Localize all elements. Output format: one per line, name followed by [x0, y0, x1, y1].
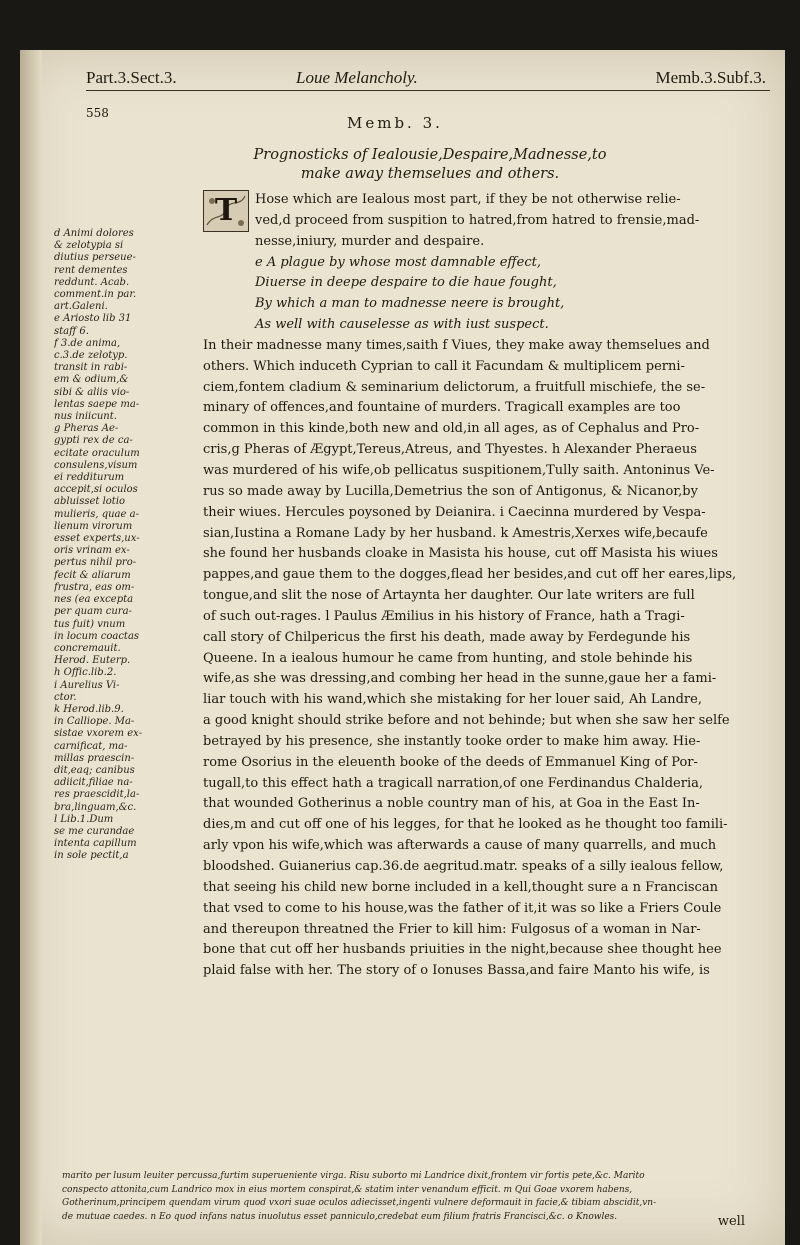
header-divider [86, 90, 770, 91]
margin-note-line: oris vrinam ex- [54, 545, 130, 557]
body-line: In their madnesse many times,saith f Viues, they make away themselues and [203, 337, 710, 353]
drop-cap-letter: T [214, 193, 238, 228]
catchword: well [717, 1214, 745, 1229]
book-page [20, 50, 785, 1245]
footnote-line: de mutuae caedes. n Eo quod infans natus inuolutus esset panniculo,credebat eum filium fratris Francisci,&c. o Knowles. [62, 1211, 618, 1222]
footnote-line: marito per lusum leuiter percussa,furtim superueniente virga. Risu subortо mi Landrice dixit,frontem vir fortis pete,&c. Marito [62, 1171, 645, 1181]
header-title: Loue Melancholy. [296, 68, 418, 87]
margin-note-line: ctor. [54, 691, 77, 703]
margin-note-line: frustra, eas om- [54, 581, 135, 593]
margin-note-line: c.3.de zelotyp. [54, 350, 128, 362]
body-line: minary of offences,and fountaine of murders. Tragicall examples are too [203, 400, 681, 416]
margin-note-line: em & odium,& [54, 374, 129, 386]
margin-note-line: esset experts,ux- [54, 533, 140, 545]
body-line: plaid false with her. The story of o Ionuses Bassa,and faire Manto his wife, is [203, 963, 710, 979]
footnotes [62, 1170, 762, 1224]
margin-note-line: concremauit. [54, 642, 121, 654]
margin-note-line: in Calliope. Ma- [54, 716, 135, 728]
margin-note-line: accepit,si oculos [54, 484, 138, 496]
body-line: Queene. In a iealous humour he came from hunting, and stole behinde his [203, 650, 693, 666]
margin-note-line: in sole pectit,a [54, 850, 129, 862]
body-line: liar touch with his wand,which she mistaking for her louer said, Ah Landre, [203, 692, 702, 708]
margin-note-line: nus iniicunt. [54, 411, 117, 423]
body-line: tongue,and slit the nose of Artaynta her daughter. Our late writers are full [203, 588, 695, 604]
margin-note-line: e Ariosto lib 31 [54, 313, 132, 325]
margin-note-line: l Lib.1.Dum [54, 813, 114, 825]
section-title [170, 146, 690, 184]
margin-note-line: art.Galeni. [54, 301, 108, 313]
margin-notes [54, 228, 180, 863]
margin-note-line: in locum coactas [54, 630, 140, 642]
page-gutter [20, 50, 42, 1245]
margin-note-line: abluisset lotio [54, 496, 126, 508]
verse-line: As well with causelesse as with iust suspect. [255, 317, 549, 333]
body-line: nesse,iniury, murder and despaire. [255, 233, 485, 249]
margin-note-line: gypti rex de ca- [54, 435, 133, 447]
margin-note-line: pertus nihil pro- [54, 557, 137, 569]
body-line: that wounded Gotherinus a noble country man of his, at Goa in the East In- [203, 796, 700, 812]
verse-line: Diuerse in deepe despaire to die haue fought, [255, 275, 557, 291]
margin-note-line: nes (ea excepta [54, 594, 134, 606]
margin-note-line: f 3.de anima, [54, 337, 121, 349]
margin-note-line: dit,eaq; canibus [54, 764, 135, 776]
margin-note-line: diutius perseue- [54, 252, 136, 264]
body-line: bloodshed. Guianerius cap.36.de aegritud.matr. speaks of a silly iealous fellow, [203, 859, 724, 874]
body-line: sian,Iustina a Romane Lady by her husband. k Amestris,Xerxes wife,becaufe [203, 525, 708, 541]
margin-note-line: intenta capillum [54, 838, 137, 850]
margin-note-line: ecitate oraculum [54, 447, 140, 459]
footnote-line: Gotherinum,principem quendam virum quod vxori suae oculos adiecisset,ingenti vulnere deformauit in facie,& tibiam abscidit,vn- [62, 1198, 657, 1208]
body-line: tugall,to this effect hath a tragicall narration,of one Ferdinandus Chalderia, [203, 775, 703, 791]
margin-note-line: adiicit,filiae na- [54, 777, 133, 789]
body-text [203, 190, 788, 982]
margin-note-line: sistae vxorem ex- [54, 728, 142, 740]
body-line: betrayed by his presence, she instantly tooke order to make him away. Hie- [203, 733, 701, 749]
header-part-section: Part.3.Sect.3. [86, 68, 177, 87]
body-line: ciem,fontem cladium & seminarium delictorum, a fruitfull mischiefe, the se- [203, 379, 706, 395]
member-heading: Memb. 3. [347, 114, 443, 132]
margin-note-line: lentas saepe ma- [54, 398, 140, 410]
body-line: rus so made away by Lucilla,Demetrius the son of Antigonus, & Nicanor,by [203, 483, 698, 499]
margin-note-line: res praescidit,la- [54, 789, 140, 801]
body-line: a good knight should strike before and not behinde; but when she saw her selfe [203, 713, 730, 729]
margin-note-line: comment.in par. [54, 289, 137, 301]
body-line: she found her husbands cloake in Masista his house, cut off Masista his wiues [203, 546, 718, 562]
body-line: their wiues. Hercules poysoned by Deianira. i Caecinna murdered by Vespa- [203, 504, 706, 520]
margin-note-line: i Aurelius Vi- [54, 679, 120, 691]
body-line: rome Osorius in the eleuenth booke of the deeds of Emmanuel King of Por- [203, 754, 698, 770]
body-line: cris,g Pheras of Ægypt,Tereus,Atreus, and Thyestes. h Alexander Pheraeus [203, 442, 697, 458]
margin-note-line: staff 6. [54, 325, 89, 337]
margin-note-line: d Animi dolores [54, 228, 134, 239]
margin-note-line: carnificat, ma- [54, 740, 128, 752]
body-line: of such out-rages. l Paulus Æmilius in his history of France, hath a Tragi- [203, 608, 685, 624]
footnote-line: conspecto attonita,cum Landrico mox in eius mortem conspirat,& statim inter venandum efficit. m Qui Goae vxorem habens, [62, 1184, 633, 1195]
margin-note-line: & zelotypia si [54, 240, 124, 252]
body-line: and thereupon threatned the Frier to kill him: Fulgosus of a woman in Nar- [203, 921, 701, 937]
body-line: call story of Chilpericus the first his death, made away by Ferdegunde his [203, 629, 691, 645]
header-member-subsection: Memb.3.Subf.3. [655, 68, 766, 87]
margin-note-line: k Herod.lib.9. [54, 703, 124, 715]
margin-note-line: fecit & aliarum [54, 569, 131, 581]
margin-note-line: transit in rabi- [54, 362, 128, 374]
margin-note-line: consulens,visum [54, 459, 138, 471]
body-line: arly vpon his wife,which was afterwards a cause of many quarrells, and much [203, 838, 717, 854]
margin-note-line: per quam cura- [54, 606, 132, 618]
margin-note-line: lienum virorum [54, 520, 133, 532]
margin-note-line: g Pheras Ae- [54, 423, 119, 435]
body-line: was murdered of his wife,ob pellicatus suspitionem,Tully saith. Antoninus Ve- [203, 462, 715, 478]
body-line: ved,d proceed from suspition to hatred,from hatred to frensie,mad- [255, 212, 700, 228]
page-number: 558 [86, 106, 109, 120]
body-line: bone that cut off her husbands priuities in the night,because shee thought hee [203, 942, 722, 958]
body-line: that vsed to come to his house,was the father of it,it was so like a Friers Coule [203, 900, 722, 916]
margin-note-line: h Offic.lib.2. [54, 667, 117, 679]
margin-note-line: sibi & aliis vio- [54, 386, 130, 398]
section-title-line: Prognosticks of Iealousie,Despaire,Madnesse,to [253, 147, 607, 163]
margin-note-line: se me curandae [54, 825, 135, 837]
verse-line: By which a man to madnesse neere is brought, [255, 296, 565, 312]
verse-line: e A plague by whose most damnable effect, [255, 254, 541, 270]
body-line: wife,as she was dressing,and combing her head in the sunne,gaue her a fami- [203, 671, 717, 687]
body-line: Hose which are Iealous most part, if they be not otherwise relie- [255, 192, 681, 207]
margin-note-line: bra,linguam,&c. [54, 801, 137, 813]
margin-note-line: Herod. Euterp. [54, 655, 131, 667]
margin-note-line: ei redditurum [54, 472, 125, 484]
margin-note-line: mulieris, quae a- [54, 508, 139, 520]
body-line: pappes,and gaue them to the dogges,flead her besides,and cut off her eares,lips, [203, 567, 737, 583]
body-line: that seeing his child new borne included in a kell,thought sure a n Franciscan [203, 879, 718, 895]
margin-note-line: tus fuit) vnum [54, 618, 126, 630]
body-line: dies,m and cut off one of his legges, for that he looked as he thought too famili- [203, 817, 728, 833]
body-line: common in this kinde,both new and old,in all ages, as of Cephalus and Pro- [203, 421, 700, 437]
margin-note-line: rent dementes [54, 264, 128, 276]
section-title-line: make away themselues and others. [300, 166, 560, 182]
margin-note-line: millas praescin- [54, 752, 135, 764]
body-line: others. Which induceth Cyprian to call it Facundam & multiplicem perni- [203, 358, 685, 374]
margin-note-line: reddunt. Acab. [54, 276, 130, 288]
